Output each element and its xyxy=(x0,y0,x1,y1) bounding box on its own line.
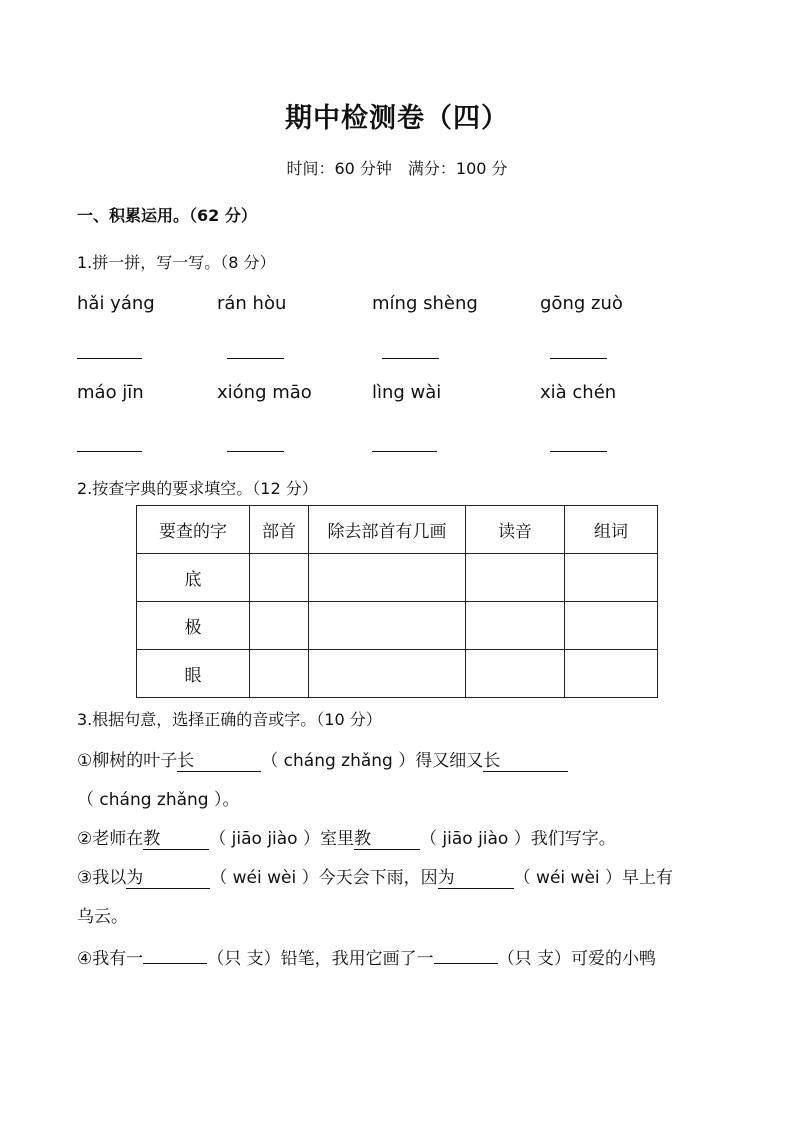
answer-blank[interactable] xyxy=(550,451,607,452)
q3-sentence-2 xyxy=(77,824,616,850)
answer-cell[interactable] xyxy=(309,554,466,602)
pinyin-item: xióng māo xyxy=(217,382,312,403)
pinyin-item: gōng zuò xyxy=(540,293,623,314)
answer-blank[interactable] xyxy=(372,451,437,452)
header-cell: 部首 xyxy=(250,506,309,554)
section-1-heading: 一、积累运用。（62 分） xyxy=(77,206,257,225)
sentence-text: （ wéi wèi ）早上有 xyxy=(513,868,674,888)
header-cell: 组词 xyxy=(565,506,658,554)
answer-blank[interactable] xyxy=(382,358,439,359)
target-char: 教 xyxy=(143,829,161,849)
sentence-text: （ jiāo jiào ）我们写字。 xyxy=(420,829,616,849)
sentence-text: （ wéi wèi ）今天会下雨，因 xyxy=(210,868,438,888)
table-header-row xyxy=(137,506,658,554)
dictionary-table xyxy=(136,505,658,698)
char-cell: 极 xyxy=(137,602,250,650)
pinyin-item: lìng wài xyxy=(372,382,442,403)
q3-heading: 3.根据句意，选择正确的音或字。（10 分） xyxy=(77,710,382,729)
answer-cell[interactable] xyxy=(565,602,658,650)
answer-blank[interactable] xyxy=(177,746,261,772)
sentence-text: （ jiāo jiào ）室里 xyxy=(209,829,354,849)
answer-blank[interactable] xyxy=(434,963,498,964)
answer-cell[interactable] xyxy=(565,554,658,602)
answer-cell[interactable] xyxy=(466,650,565,698)
table-row xyxy=(137,554,658,602)
header-cell: 除去部首有几画 xyxy=(309,506,466,554)
answer-blank[interactable] xyxy=(550,358,607,359)
answer-cell[interactable] xyxy=(466,602,565,650)
target-char: 教 xyxy=(354,829,371,849)
q2-heading: 2.按查字典的要求填空。（12 分） xyxy=(77,479,318,498)
q1-heading: 1.拼一拼，写一写。（8 分） xyxy=(77,253,276,272)
sentence-text: ①柳树的叶子 xyxy=(77,751,178,771)
answer-cell[interactable] xyxy=(250,650,309,698)
q3-sentence-3-cont: 乌云。 xyxy=(77,907,128,927)
q3-sentence-3 xyxy=(77,863,673,889)
q3-sentence-1-cont: （ cháng zhǎng ）。 xyxy=(77,790,240,810)
answer-cell[interactable] xyxy=(250,554,309,602)
answer-blank[interactable] xyxy=(483,746,568,772)
pinyin-item: máo jīn xyxy=(77,382,144,403)
header-cell: 要查的字 xyxy=(137,506,250,554)
target-char: 长 xyxy=(483,751,501,771)
sentence-text: （只 支）铅笔，我用它画了一 xyxy=(207,949,434,969)
answer-cell[interactable] xyxy=(309,650,466,698)
sentence-text: ②老师在 xyxy=(77,829,144,849)
sentence-text: ④我有一 xyxy=(77,949,144,969)
answer-blank[interactable] xyxy=(126,863,210,889)
answer-cell[interactable] xyxy=(309,602,466,650)
answer-cell[interactable] xyxy=(466,554,565,602)
sentence-text: （只 支）可爱的小鸭 xyxy=(497,949,657,969)
header-cell: 读音 xyxy=(466,506,565,554)
page-title: 期中检测卷（四） xyxy=(285,103,509,134)
target-char: 长 xyxy=(177,751,195,771)
answer-cell[interactable] xyxy=(565,650,658,698)
answer-blank[interactable] xyxy=(77,451,142,452)
sentence-text: （ cháng zhǎng ）得又细又 xyxy=(261,751,484,771)
pinyin-item: hǎi yáng xyxy=(77,293,155,314)
exam-meta: 时间：60 分钟 满分：100 分 xyxy=(286,159,508,178)
answer-blank[interactable] xyxy=(354,824,420,850)
table-row xyxy=(137,650,658,698)
answer-blank[interactable] xyxy=(227,451,284,452)
sentence-text: ③我以 xyxy=(77,868,127,888)
answer-blank[interactable] xyxy=(227,358,284,359)
answer-blank[interactable] xyxy=(143,824,209,850)
q3-sentence-1 xyxy=(77,746,568,772)
answer-blank[interactable] xyxy=(143,963,207,964)
pinyin-item: míng shèng xyxy=(372,293,478,314)
target-char: 为 xyxy=(126,868,144,888)
q3-sentence-4 xyxy=(77,944,656,969)
answer-cell[interactable] xyxy=(250,602,309,650)
table-row xyxy=(137,602,658,650)
answer-blank[interactable] xyxy=(77,358,142,359)
pinyin-item: rán hòu xyxy=(217,293,287,314)
char-cell: 眼 xyxy=(137,650,250,698)
char-cell: 底 xyxy=(137,554,250,602)
answer-blank[interactable] xyxy=(438,863,514,889)
target-char: 为 xyxy=(437,868,455,888)
pinyin-item: xià chén xyxy=(540,382,617,403)
